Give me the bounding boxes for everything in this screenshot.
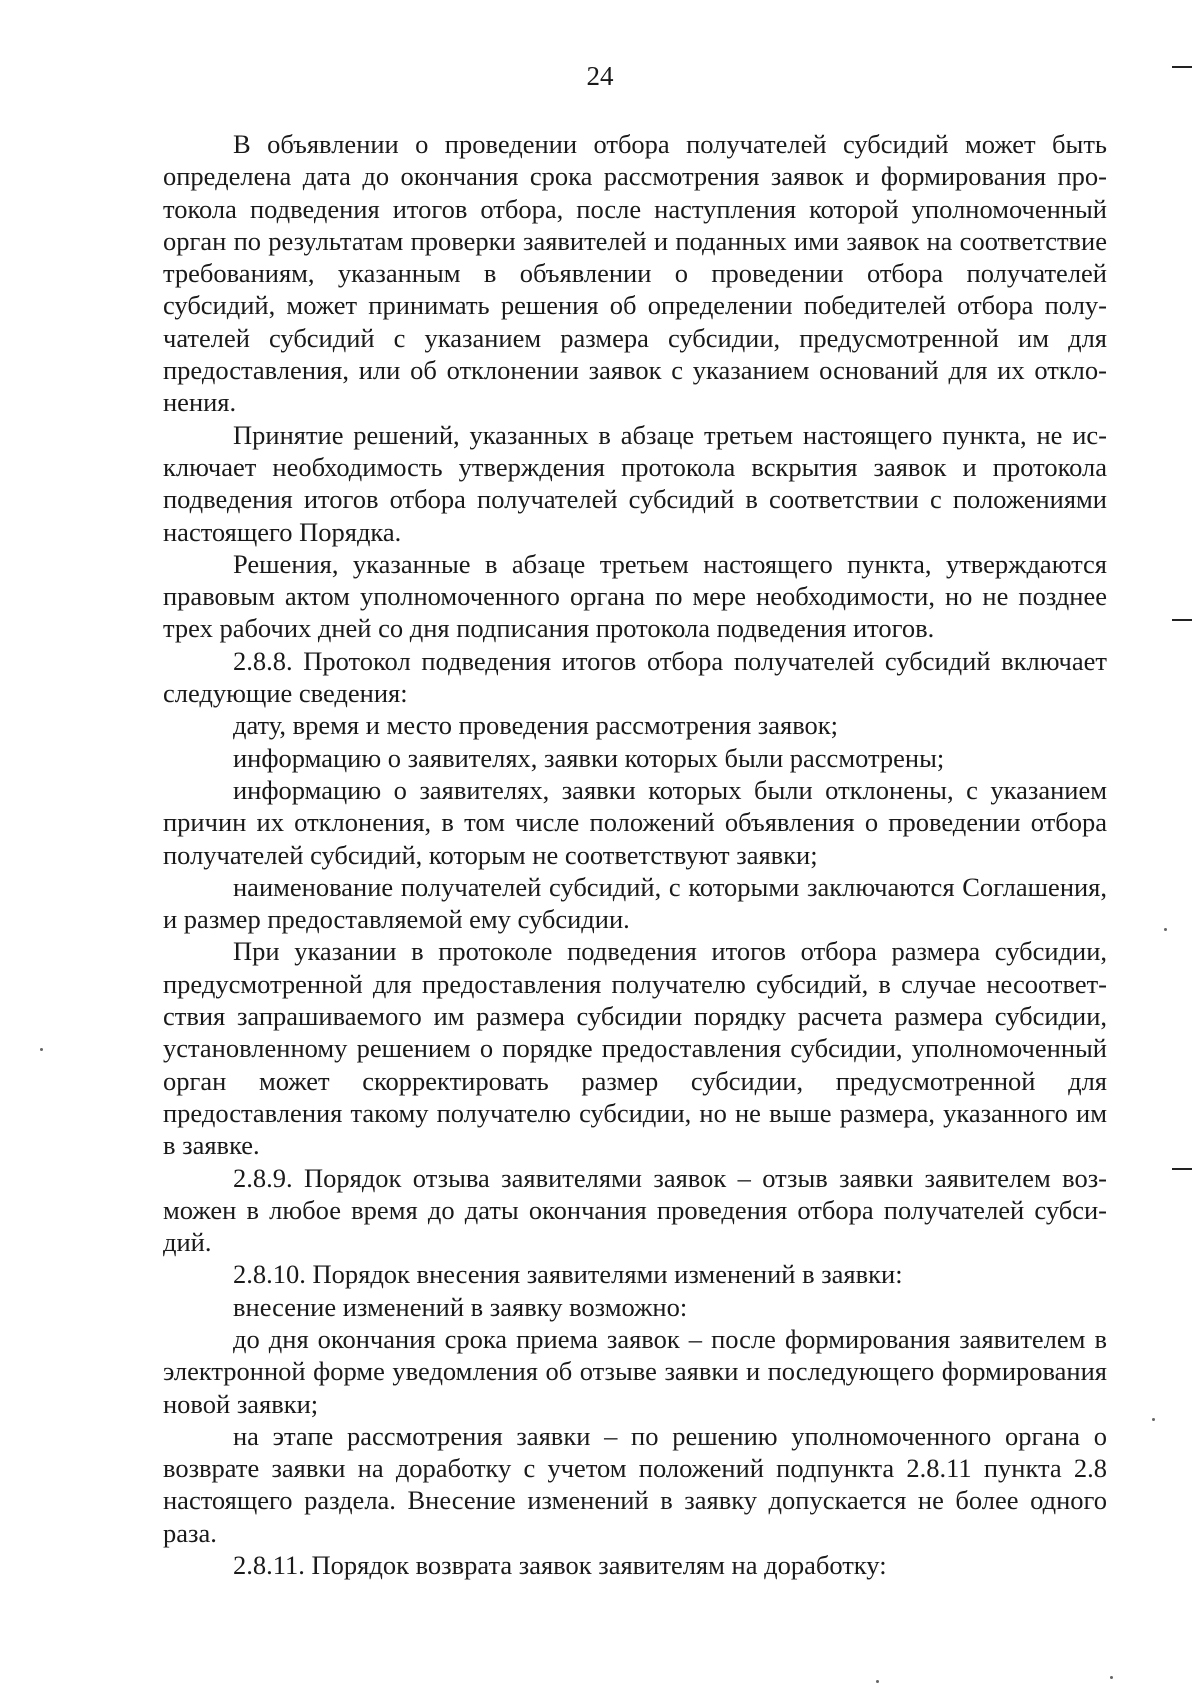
paragraph: внесение изменений в заявку возможно: [233,1291,688,1322]
paragraph: 2.8.9. Порядок отзыва заявителями заявок – отзыв заявки заявителем возможен в любое время до даты окончания проведения отбора получателей субсидий. [163,1162,1107,1258]
scan-speck [40,1048,43,1051]
margin-mark [1172,1168,1192,1170]
scan-speck [1152,1418,1155,1421]
paragraph: Принятие решений, указанных в абзаце третьем настоящего пункта, не исключает необходимость утверждения протокола вскрытия заявок и протокола подведения итогов отбора получателей субсидий в соответствии с положениями настоящего Порядка. [163,419,1107,547]
scan-speck [876,1680,879,1683]
paragraph: 2.8.8. Протокол подведения итогов отбора получателей субсидий включает следующие сведения: [163,645,1107,709]
paragraph: на этапе рассмотрения заявки – по решению уполномоченного органа о возврате заявки на доработку с учетом положений подпункта 2.8.11 пункта 2.8 настоящего раздела. Внесение изменений в заявку допускается не более одного раза. [163,1420,1107,1548]
paragraph: Решения, указанные в абзаце третьем настоящего пункта, утверждаются правовым актом уполномоченного органа по мере необходимости, но не позднее трех рабочих дней со дня подписания протокола подведения итогов. [163,548,1107,644]
margin-mark [1172,619,1192,621]
paragraph: 2.8.10. Порядок внесения заявителями изменений в заявки: [233,1259,903,1290]
scan-speck [1164,928,1167,931]
scan-speck [1110,1676,1113,1679]
paragraph: В объявлении о проведении отбора получателей субсидий может быть определена дата до окончания срока рассмотрения заявок и формирования протокола подведения итогов отбора, после наступления которой уполномоченный орган по результатам проверки заявителей и поданных ими заявок на соответствие требованиям, указанным в объявлении о проведении отбора получателей субсидий, может принимать решения об определении победителей отбора получателей субсидий с указанием размера субсидии, предусмотренной им для предоставления, или об отклонении заявок с указанием оснований для их отклонения. [163,129,1107,418]
body-text [163,128,1107,1581]
margin-mark [1172,66,1192,68]
paragraph: дату, время и место проведения рассмотрения заявок; [233,710,839,741]
paragraph: до дня окончания срока приема заявок – после формирования заявителем в электронной форме уведомления об отзыве заявки и последующего формирования новой заявки; [163,1323,1107,1419]
paragraph: наименование получателей субсидий, с которыми заключаются Соглашения, и размер предоставляемой ему субсидии. [163,871,1107,935]
paragraph: информацию о заявителях, заявки которых были отклонены, с указанием причин их отклонения, в том числе положений объявления о проведении отбора получателей субсидий, которым не соответствуют заявки; [163,774,1107,870]
page-number: 24 [586,61,614,91]
paragraph: При указании в протоколе подведения итогов отбора размера субсидии, предусмотренной для предоставления получателю субсидий, в случае несоответствия запрашиваемого им размера субсидии порядку расчета размера субсидии, установленному решением о порядке предоставления субсидии, уполномоченный орган может скорректировать размер субсидии, предусмотренной для предоставления такому получателю субсидии, но не выше размера, указанного им в заявке. [163,936,1107,1161]
paragraph: 2.8.11. Порядок возврата заявок заявителям на доработку: [233,1550,887,1581]
paragraph: информацию о заявителях, заявки которых были рассмотрены; [233,742,945,773]
